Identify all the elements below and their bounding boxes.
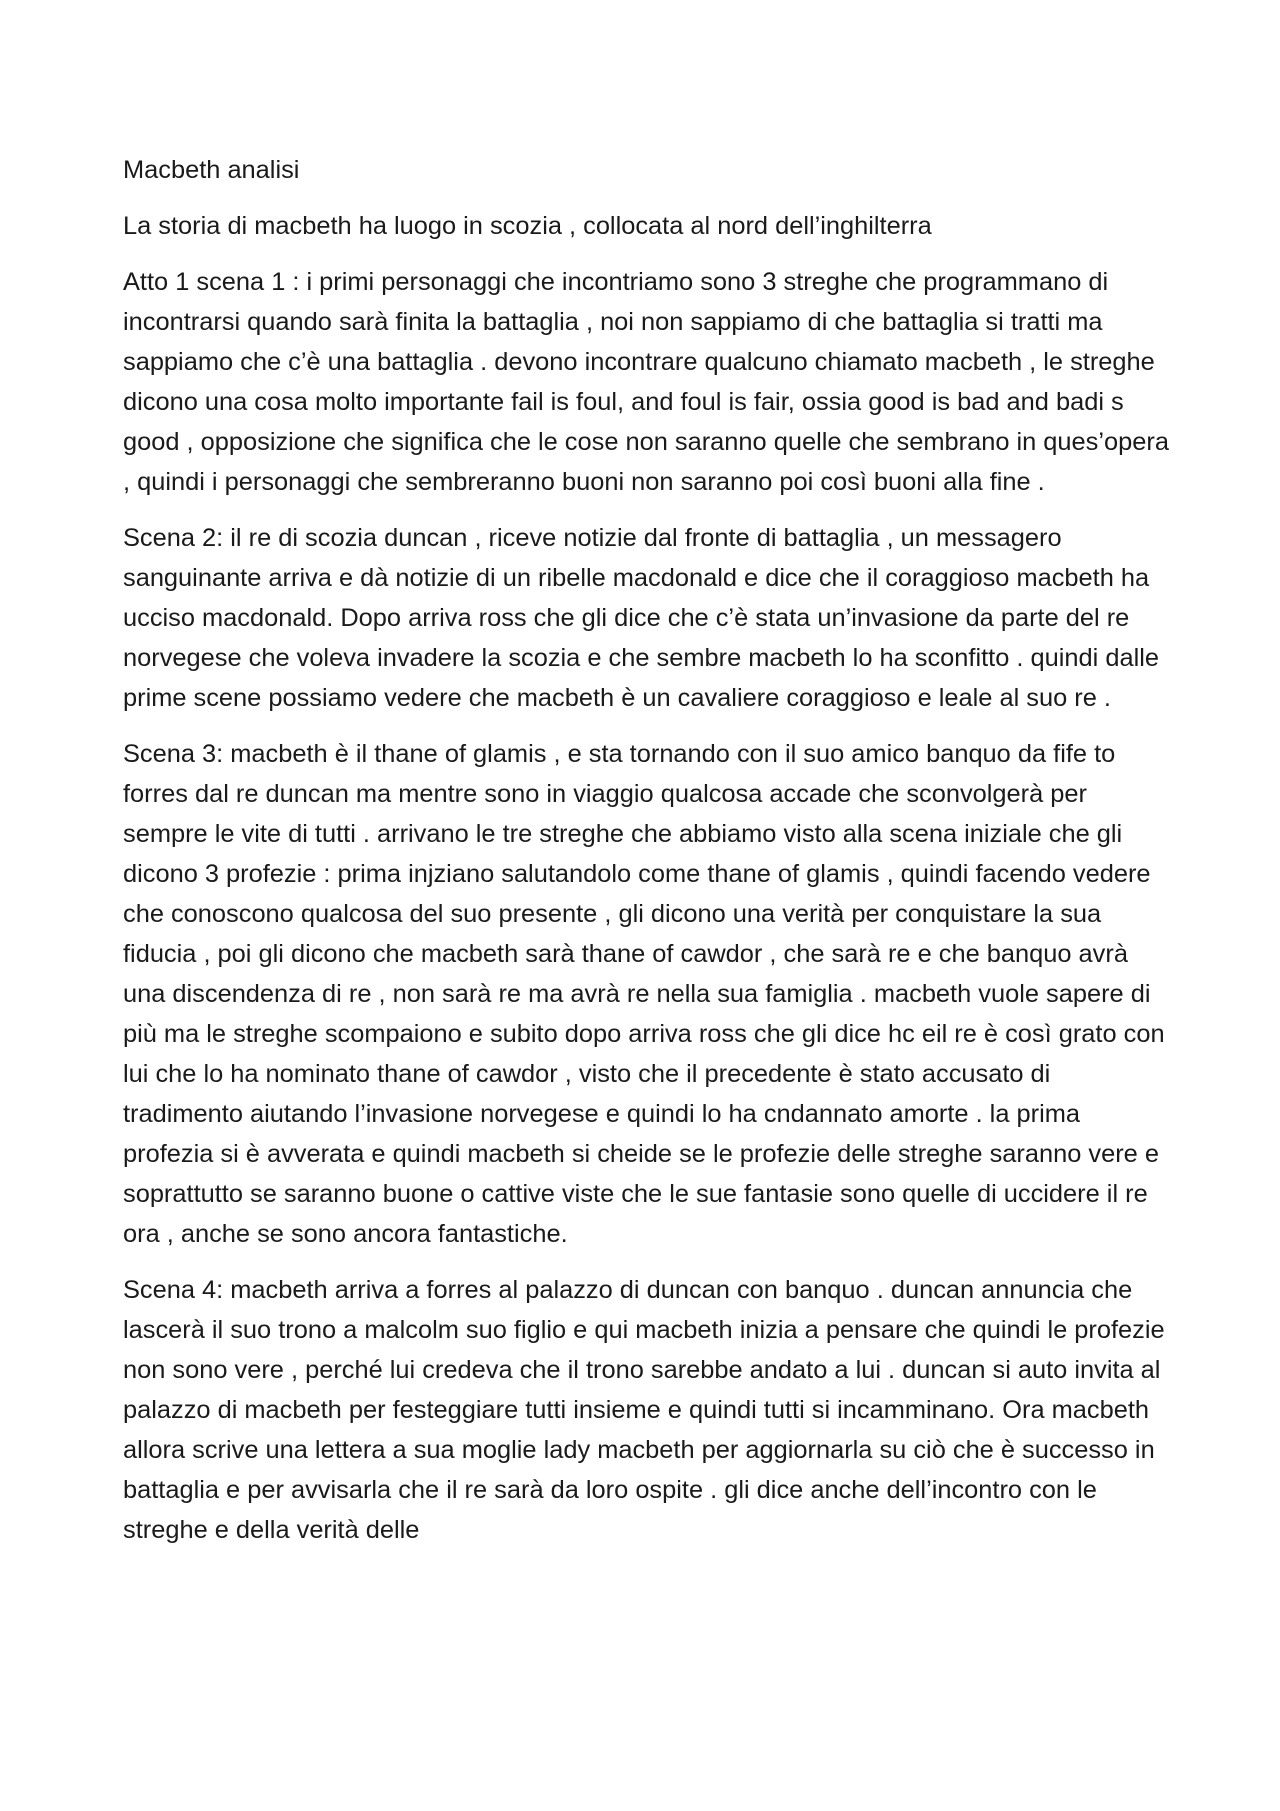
paragraph-scena-2: Scena 2: il re di scozia duncan , riceve notizie dal fronte di battaglia , un messagero sanguinante arriva e dà notizie di un ribelle macdonald e dice che il coraggioso macbeth ha ucciso macdonald. Dopo arriva ross che gli dice che c’è stata un’invasione da parte del re norvegese che voleva invadere la scozia e che sembre macbeth lo ha sconfitto . quindi dalle prime scene possiamo vedere che macbeth è un cavaliere coraggioso e leale al suo re . bbox=[123, 524, 1159, 712]
document-body bbox=[123, 150, 1173, 1566]
paragraph-scena-1: Atto 1 scena 1 : i primi personaggi che incontriamo sono 3 streghe che programmano di incontrarsi quando sarà finita la battaglia , noi non sappiamo di che battaglia si tratti ma sappiamo che c’è una battaglia . devono incontrare qualcuno chiamato macbeth , le streghe dicono una cosa molto importante fail is foul, and foul is fair, ossia good is bad and badi s good , opposizione che significa che le cose non saranno quelle che sembrano in ques’opera , quindi i personaggi che sembreranno buoni non saranno poi così buoni alla fine . bbox=[123, 268, 1169, 496]
paragraph-scena-3: Scena 3: macbeth è il thane of glamis , e sta tornando con il suo amico banquo da fife to forres dal re duncan ma mentre sono in viaggio qualcosa accade che sconvolgerà per sempre le vite di tutti . arrivano le tre streghe che abbiamo visto alla scena iniziale che gli dicono 3 profezie : prima injziano salutandolo come thane of glamis , quindi facendo vedere che conoscono qualcosa del suo presente , gli dicono una verità per conquistare la sua fiducia , poi gli dicono che macbeth sarà thane of cawdor , che sarà re e che banquo avrà una discendenza di re , non sarà re ma avrà re nella sua famiglia . macbeth vuole sapere di più ma le streghe scompaiono e subito dopo arriva ross che gli dice hc eil re è così grato con lui che lo ha nominato thane of cawdor , visto che il precedente è stato accusato di tradimento aiutando l’invasione norvegese e quindi lo ha cndannato amorte . la prima profezia si è avverata e quindi macbeth si cheide se le profezie delle streghe saranno vere e soprattutto se saranno buone o cattive viste che le sue fantasie sono quelle di uccidere il re ora , anche se sono ancora fantastiche. bbox=[123, 740, 1165, 1248]
paragraph-intro: La storia di macbeth ha luogo in scozia , collocata al nord dell’inghilterra bbox=[123, 212, 932, 240]
document-title: Macbeth analisi bbox=[123, 156, 300, 184]
paragraph-scena-4: Scena 4: macbeth arriva a forres al palazzo di duncan con banquo . duncan annuncia che lascerà il suo trono a malcolm suo figlio e qui macbeth inizia a pensare che quindi le profezie non sono vere , perché lui credeva che il trono sarebbe andato a lui . duncan si auto invita al palazzo di macbeth per festeggiare tutti insieme e quindi tutti si incamminano. Ora macbeth allora scrive una lettera a sua moglie lady macbeth per aggiornarla su ciò che è successo in battaglia e per avvisarla che il re sarà da loro ospite . gli dice anche dell’incontro con le streghe e della verità delle bbox=[123, 1276, 1165, 1544]
